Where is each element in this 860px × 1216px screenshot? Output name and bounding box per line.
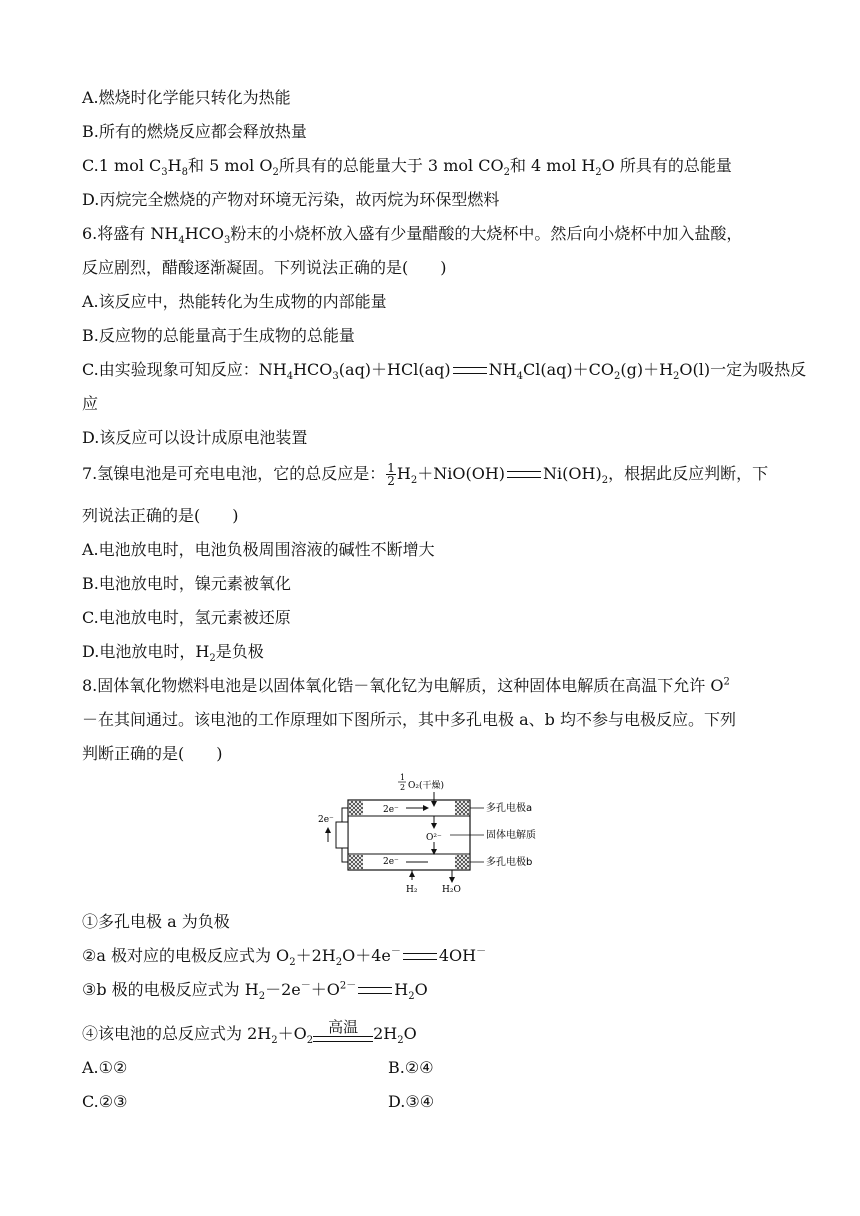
electrode-a-hatch-left <box>349 801 363 815</box>
q8-stem-line3 <box>82 742 223 766</box>
q7-seg: 7.氢镍电池是可充电电池，它的总反应是： <box>82 464 386 483</box>
s3-sub: 2 <box>408 991 415 1003</box>
q8-option-d: D.③④ <box>388 1092 435 1111</box>
s2-sub: 2 <box>289 957 296 969</box>
external-electron-label: 2e⁻ <box>318 815 334 825</box>
s2-seg: O＋4e <box>342 946 391 965</box>
electrode-b-hatch-right <box>455 855 469 869</box>
s3-sup: 2－ <box>339 980 357 992</box>
s2-seg: ②a 极对应的电极反应式为 O <box>82 946 290 965</box>
h2o-label: H₂O <box>442 885 461 895</box>
q6-option-c <box>82 358 806 382</box>
h2-label: H₂ <box>406 885 418 895</box>
q6-seg: 6.将盛有 NH <box>82 224 179 243</box>
q5-option-b-text: B.所有的燃烧反应都会释放热量 <box>82 122 307 141</box>
electrode-a-hatch-right <box>455 801 469 815</box>
s4-seg: ＋O <box>277 1024 307 1043</box>
q5-option-c <box>82 154 732 178</box>
q5c-sub: 2 <box>503 167 510 179</box>
q6c-seg: (aq)＋HCl(aq) <box>338 360 451 379</box>
q6c-seg: Cl(aq)＋CO <box>522 360 614 379</box>
q8-option-b: B.②④ <box>388 1058 434 1077</box>
q6-option-c-line2 <box>82 392 98 416</box>
q7-option-b-text: B.电池放电时，镍元素被氧化 <box>82 574 291 593</box>
electrode-a-label: 多孔电极a <box>486 803 533 814</box>
q8-stem-line2-text: －在其间通过。该电池的工作原理如下图所示，其中多孔电极 a、b 均不参与电极反应。下列 <box>82 710 736 729</box>
s4-seg: O <box>403 1024 417 1043</box>
q6-stem-line2 <box>82 256 447 280</box>
load-resistor <box>336 822 348 848</box>
s2-sup: － <box>476 946 487 958</box>
q5c-sub: 2 <box>272 167 279 179</box>
q8-statement-1-text: ①多孔电极 a 为负极 <box>82 912 230 931</box>
q5-option-b <box>82 120 307 144</box>
q7-seg: Ni(OH) <box>543 464 602 483</box>
q6-option-a-text: A.该反应中，热能转化为生成物的内部能量 <box>82 292 387 311</box>
q7-sub: 2 <box>601 475 609 487</box>
s3-seg: －2e <box>265 980 301 999</box>
fuel-cell-diagram <box>308 770 568 900</box>
q6c-sub: 4 <box>516 371 523 383</box>
q7d-seg: D.电池放电时，H <box>82 642 210 661</box>
q6-option-b-text: B.反应物的总能量高于生成物的总能量 <box>82 326 355 345</box>
s4-sub: 2 <box>271 1035 278 1047</box>
equal-sign <box>507 471 541 478</box>
q8-option-a: A.①② <box>82 1058 128 1077</box>
q7-sub: 2 <box>410 475 418 487</box>
q7-stem-line2 <box>82 504 239 528</box>
q6c-line2-text: 应 <box>82 394 99 413</box>
q6c-seg: O(l)一定为吸热反 <box>679 360 807 379</box>
q7-option-d <box>82 640 264 664</box>
q5c-seg: O 所具有的总能量 <box>601 156 732 175</box>
q7-option-b <box>82 572 291 596</box>
q6-option-d <box>82 426 307 450</box>
equal-sign <box>453 367 487 374</box>
q6c-sub: 2 <box>673 371 680 383</box>
q5c-sub: 3 <box>161 167 168 179</box>
q6c-sub: 4 <box>286 371 294 383</box>
q6c-seg: HCO <box>293 360 333 379</box>
q5c-seg: 所具有的总能量大于 3 mol CO <box>278 156 504 175</box>
electrode-b-hatch-left <box>349 855 363 869</box>
q7-option-a <box>82 538 435 562</box>
q8-stem-line1 <box>82 674 730 698</box>
q8-stem-line3-text: 判断正确的是( ) <box>82 744 223 763</box>
q8-option-c: C.②③ <box>82 1092 128 1111</box>
o2-frac-den: 2 <box>400 783 406 792</box>
q5c-seg: H <box>167 156 182 175</box>
q8-statement-3 <box>82 978 428 1002</box>
q7-option-a-text: A.电池放电时，电池负极周围溶液的碱性不断增大 <box>82 540 435 559</box>
q7-seg: ＋NiO(OH) <box>417 464 506 483</box>
q5-option-d <box>82 188 499 212</box>
q7-option-c-text: C.电池放电时，氢元素被还原 <box>82 608 291 627</box>
q6-stem-line2-text: 反应剧烈，醋酸逐渐凝固。下列说法正确的是( ) <box>82 258 447 277</box>
q5-option-a-text: A.燃烧时化学能只转化为热能 <box>82 88 291 107</box>
s3-sub: 2 <box>258 991 266 1003</box>
oxide-ion-label: O²⁻ <box>426 833 442 843</box>
s2-seg: 4OH <box>438 946 477 965</box>
equal-bars <box>313 1036 373 1042</box>
o2-frac-num: 1 <box>400 773 406 782</box>
bottom-electron-label: 2e⁻ <box>383 857 399 867</box>
q7d-sub: 2 <box>209 653 216 665</box>
fraction <box>386 462 396 487</box>
condition-equal-sign <box>313 1017 373 1045</box>
q5c-sub: 2 <box>595 167 602 179</box>
q7-seg: ，根据此反应判断，下 <box>608 464 769 483</box>
q6c-sub: 3 <box>332 371 339 383</box>
q8-statement-1 <box>82 910 230 934</box>
s3-seg: ③b 极的电极反应式为 H <box>82 980 259 999</box>
q5-option-d-text: D.丙烷完全燃烧的产物对环境无污染，故丙烷为环保型燃料 <box>82 190 500 209</box>
q5c-seg: 和 5 mol O <box>187 156 273 175</box>
q5c-seg: 和 4 mol H <box>509 156 596 175</box>
q6-seg: HCO <box>184 224 224 243</box>
q8-statement-4 <box>82 1017 417 1047</box>
q6c-sub: 2 <box>613 371 621 383</box>
s2-seg: ＋2H <box>295 946 336 965</box>
q8-sup: 2 <box>723 676 730 688</box>
q6-seg: 粉末的小烧杯放入盛有少量醋酸的大烧杯中。然后向小烧杯中加入盐酸， <box>230 224 743 243</box>
fraction-numerator: 1 <box>387 461 395 475</box>
q6-stem-line1 <box>82 222 742 246</box>
equal-sign <box>358 987 392 994</box>
q5-option-a <box>82 86 291 110</box>
s4-sub: 2 <box>306 1035 314 1047</box>
q6c-seg: (g)＋H <box>620 360 674 379</box>
q6c-seg: C.由实验现象可知反应：NH <box>82 360 287 379</box>
fraction-denominator: 2 <box>387 474 395 488</box>
q6c-seg: NH <box>488 360 517 379</box>
q7-stem-line1 <box>82 462 768 487</box>
q7-stem-line2-text: 列说法正确的是( ) <box>82 506 239 525</box>
s3-sup: － <box>300 980 311 992</box>
s3-seg: O <box>414 980 428 999</box>
q8-stem-line2 <box>82 708 736 732</box>
q7-option-c <box>82 606 291 630</box>
q5c-seg: C.1 mol C <box>82 156 162 175</box>
electrolyte-label: 固体电解质 <box>486 830 536 841</box>
s2-sup: － <box>390 946 401 958</box>
q6-sub: 3 <box>224 235 231 247</box>
q6-option-d-text: D.该反应可以设计成原电池装置 <box>82 428 308 447</box>
top-electron-label: 2e⁻ <box>383 805 399 815</box>
q8-statement-2 <box>82 944 486 968</box>
q7d-seg: 是负极 <box>215 642 264 661</box>
q6-option-a <box>82 290 387 314</box>
s3-seg: ＋O <box>310 980 340 999</box>
q8-seg: 8.固体氧化物燃料电池是以固体氧化锆－氧化钇为电解质，这种固体电解质在高温下允许 O <box>82 676 724 695</box>
s4-seg: ④该电池的总反应式为 2H <box>82 1024 272 1043</box>
s4-seg: 2H <box>373 1024 398 1043</box>
q7-seg: H <box>396 464 411 483</box>
o2-inlet-label: O₂(干燥) <box>408 781 445 791</box>
q5c-sub: 8 <box>181 167 188 179</box>
s3-seg: H <box>394 980 409 999</box>
electrode-b-label: 多孔电极b <box>486 857 533 868</box>
equal-sign <box>403 953 437 960</box>
s2-sub: 2 <box>335 957 343 969</box>
reaction-condition: 高温 <box>328 1017 359 1036</box>
s4-sub: 2 <box>397 1035 404 1047</box>
q6-sub: 4 <box>178 235 185 247</box>
q6-option-b <box>82 324 355 348</box>
